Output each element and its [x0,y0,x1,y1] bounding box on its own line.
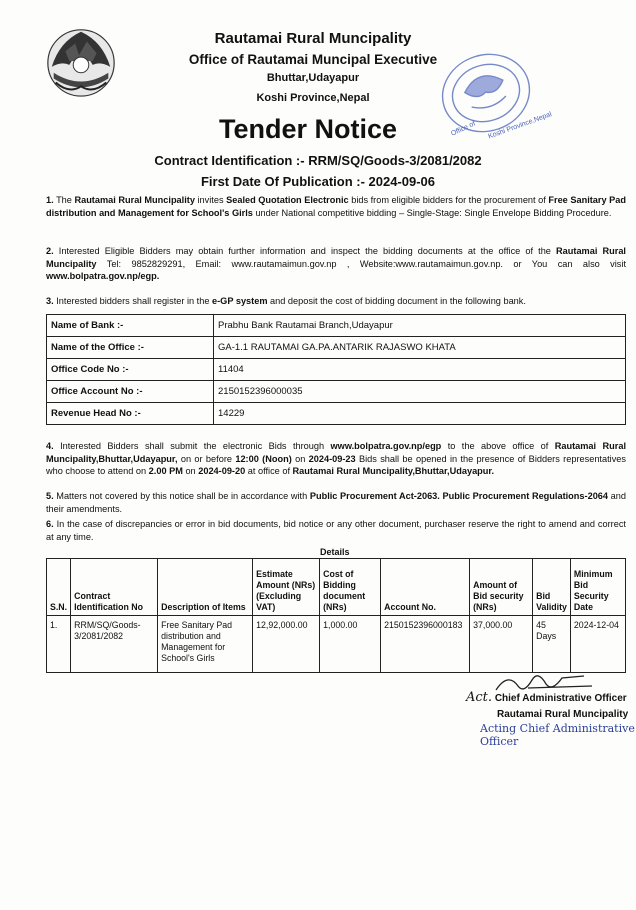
paragraph-3: 3. Interested bidders shall register in the e-GP system and deposit the cost of bidding document in the following bank. [46,296,526,306]
paragraph-2: 2. Interested Eligible Bidders may obtain further information and inspect the bidding documents at the office of the Rautamai Rural Muncipality Tel: 9852829291, Email: www.rautamaimun.gov.np , Website:www.rautamaimun.gov.np. or You can also visit www.bolpatra.gov.np/egp. [46,246,626,281]
address-line-1: Bhuttar,Udayapur [266,72,360,84]
signatory-title: Act. Chief Administrative Officer [466,690,627,705]
details-caption: Details [320,547,350,557]
signatory-org: Rautamai Rural Muncipality [497,709,629,720]
bank-details-table [46,314,626,425]
address-line-2: Koshi Province,Nepal [256,92,370,104]
table-row: Name of the Office :- GA-1.1 RAUTAMAI GA.PA.ANTARIK RAJASWO KHATA [47,337,626,359]
table-row: Revenue Head No :- 14229 [47,403,626,425]
paragraph-4: 4. Interested Bidders shall submit the electronic Bids through www.bolpatra.gov.np/egp to the above office of Rautamai Rural Muncipality,Bhuttar,Udayapur, on or before 12:00 (Noon) on 2024-09-23 Bids shall be opened in the presence of Bidders representatives who choose to attend on 2.00 PM on 2024-09-20 at office of Rautamai Rural Muncipality,Bhuttar,Udayapur. [46,441,626,476]
contract-identification: Contract Identification :- RRM/SQ/Goods-3/2081/2082 [154,153,482,168]
table-row: Office Account No :- 2150152396000035 [47,381,626,403]
table-row: 1. RRM/SQ/Goods-3/2081/2082 Free Sanitary Pad distribution and Management for School's Girls 12,92,000.00 1,000.00 2150152396000183 37,000.00 45 Days 2024-12-04 [47,616,626,673]
paragraph-1: 1. The Rautamai Rural Muncipality invites Sealed Quotation Electronic bids from eligible bidders for the procurement of Free Sanitary Pad distribution and Management for School's Girls under National competitive bidding – Single-Stage: Single Envelope Bidding Procedure. [46,195,627,218]
org-name: Rautamai Rural Muncipality [214,30,412,47]
paragraph-6: 6. In the case of discrepancies or error in bid documents, bid notice or any other document, purchaser reserve the right to amend and correct at any time. [46,519,626,542]
page-title: Tender Notice [218,114,398,144]
office-name: Office of Rautamai Muncipal Executive [188,52,438,67]
table-row: Name of Bank :- Prabhu Bank Rautamai Branch,Udayapur [47,315,626,337]
table-row: Office Code No :- 11404 [47,359,626,381]
publication-date: First Date Of Publication :- 2024-09-06 [200,174,436,189]
details-table [46,558,626,673]
paragraph-5: 5. Matters not covered by this notice shall be in accordance with Public Procurement Act-2063. Public Procurement Regulations-2064 and their amendments. [46,491,626,514]
svg-text:Office of: Office of [450,120,477,138]
table-header-row: S.N. Contract Identification No Description of Items Estimate Amount (NRs) (Excluding VAT) Cost of Bidding document (NRs) Account No. Amount of Bid security (NRs) Bid Validity Minimum Bid Security Date [47,559,626,616]
svg-text:Koshi Province,Nepal: Koshi Province,Nepal [487,111,553,141]
acting-officer-stamp: Acting Chief Administrative Officer [480,722,635,748]
